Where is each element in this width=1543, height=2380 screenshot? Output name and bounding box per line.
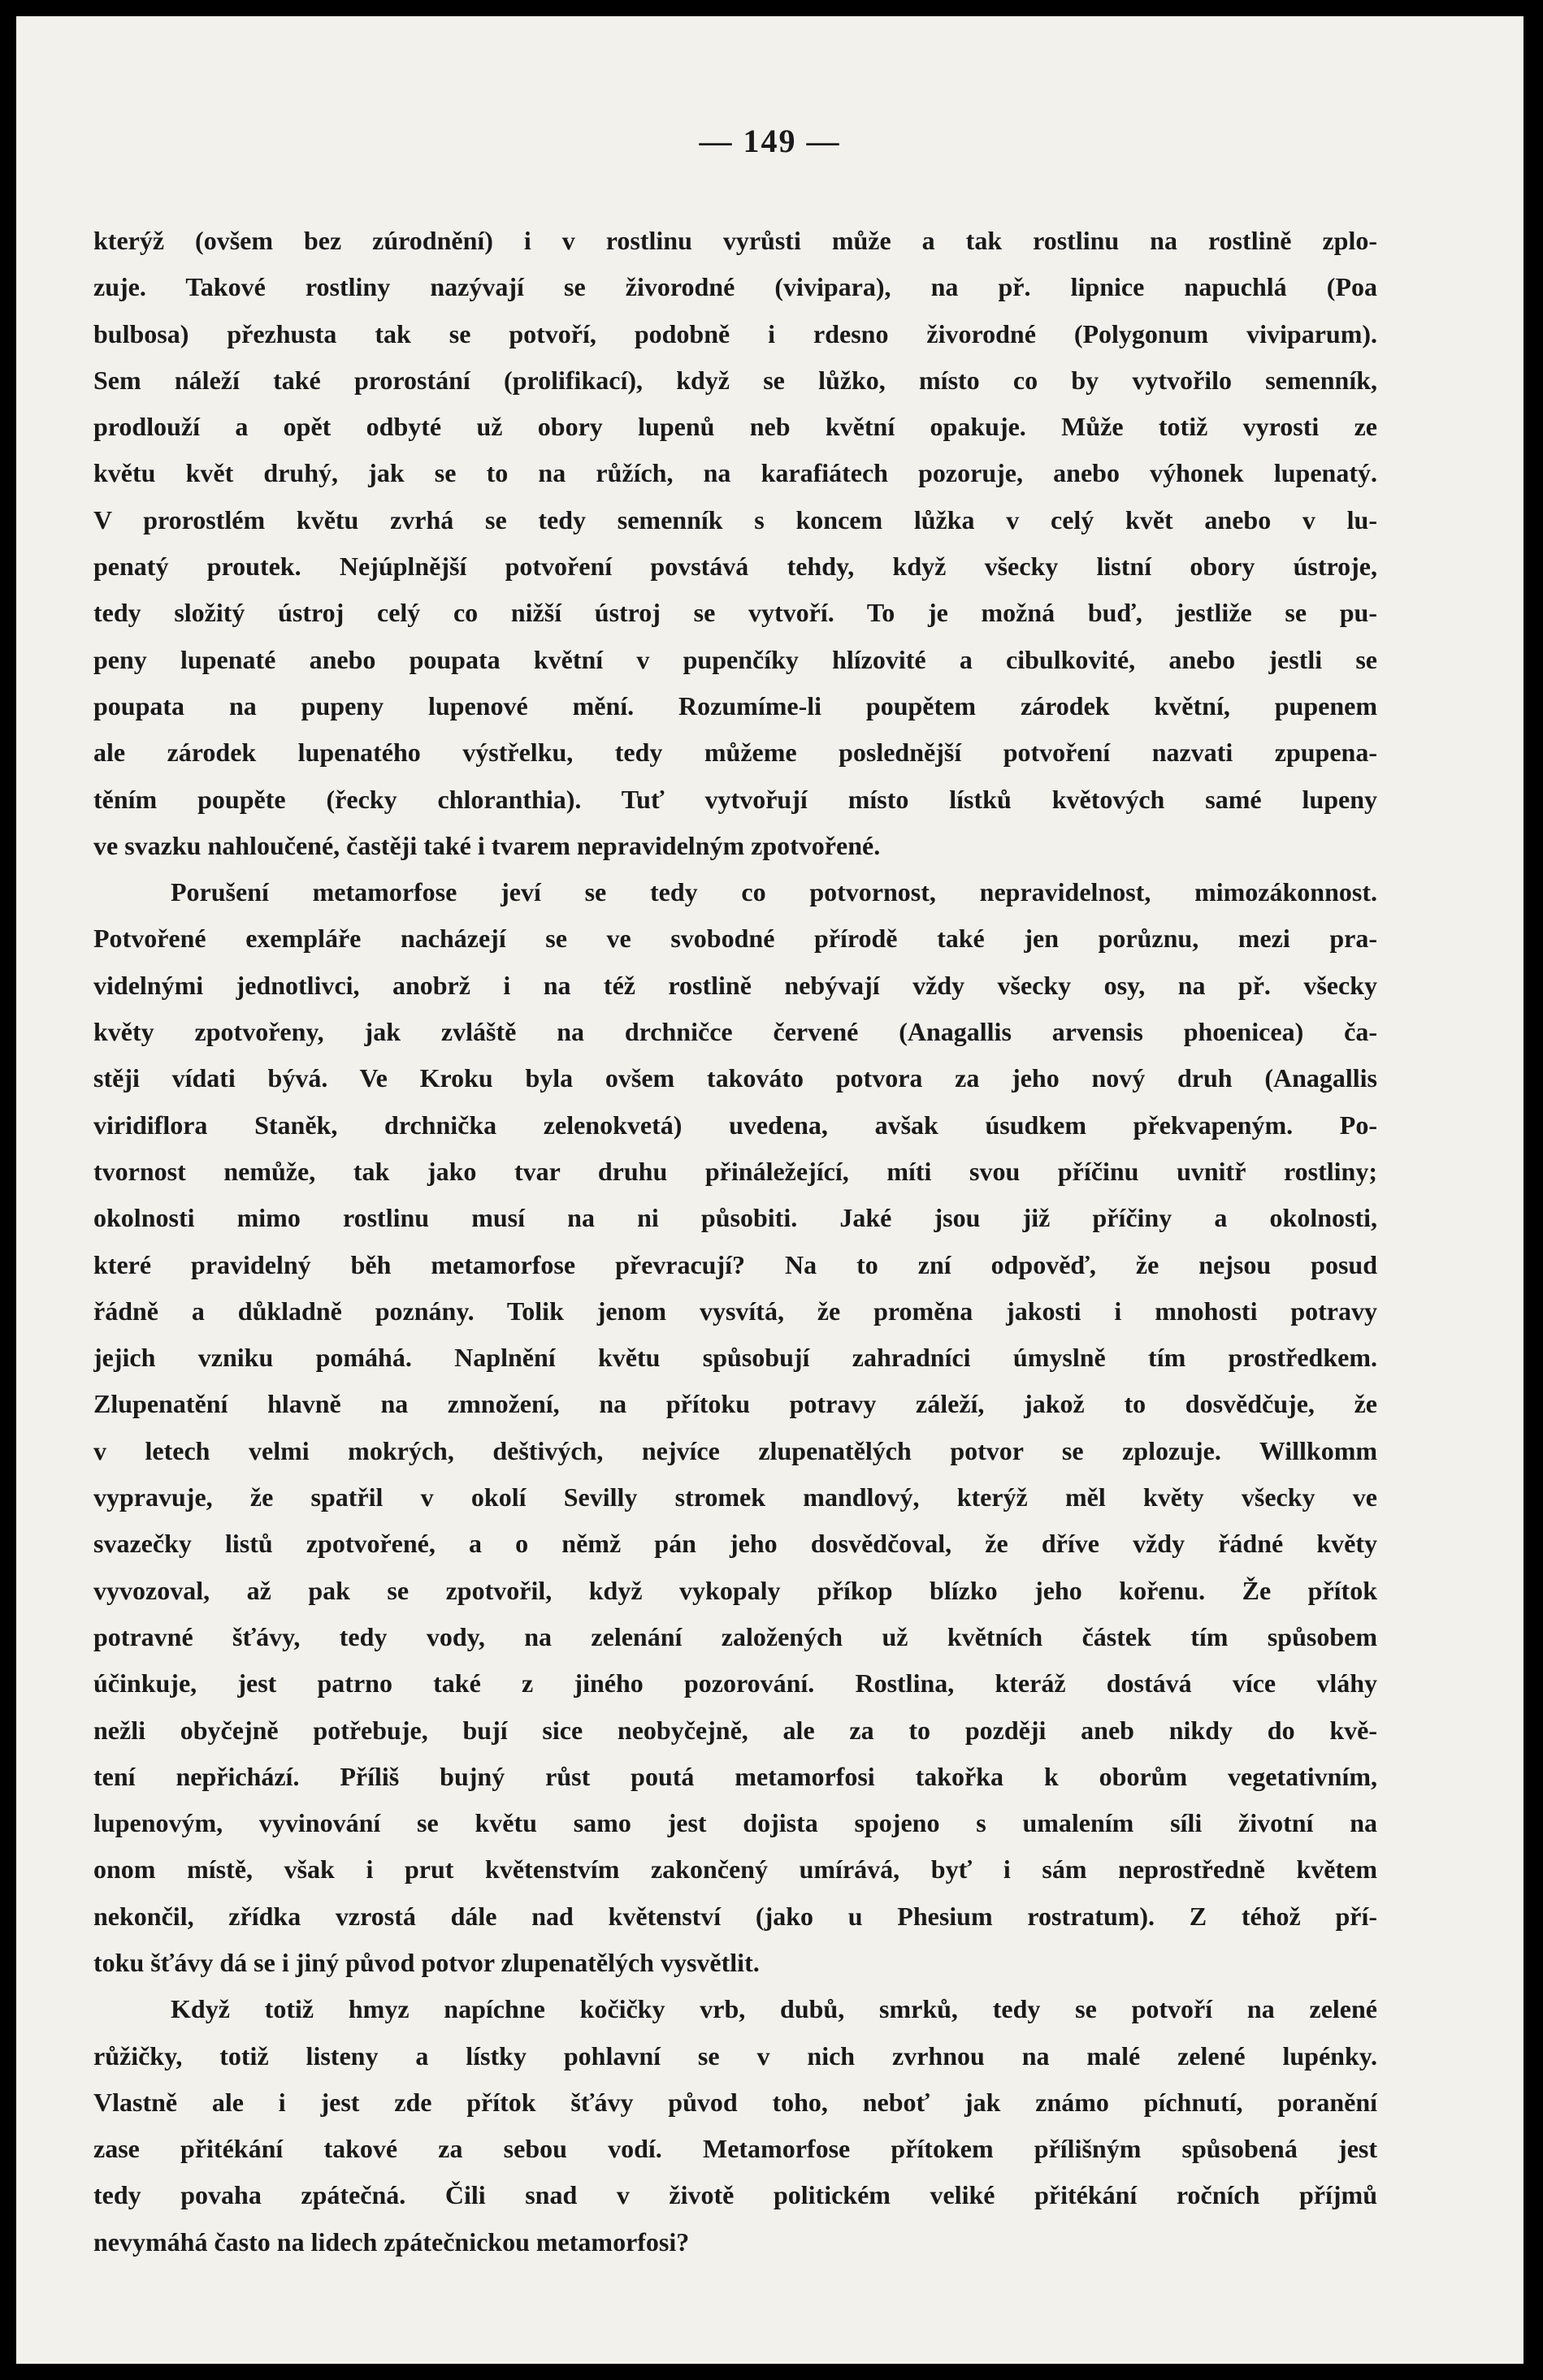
text-line: Když totiž hmyz napíchne kočičky vrb, dubů, smrků, tedy se potvoří na zelené [171, 1994, 1377, 2024]
text-line: řádně a důkladně poznány. Tolik jenom vysvítá, že proměna jakosti i mnohosti potravy [93, 1296, 1377, 1326]
paragraph [93, 869, 1377, 1986]
text-line: V prorostlém květu zvrhá se tedy semenník s koncem lůžka v celý květ anebo v lu- [93, 504, 1377, 534]
text-line: toku šťávy dá se i jiný původ potvor zlupenatělých vysvětlit. [93, 1947, 760, 1977]
text-line: Potvořené exempláře nacházejí se ve svobodné přírodě také jen porůznu, mezi pra- [93, 924, 1377, 954]
text-line: ve svazku nahloučené, častěji také i tvarem nepravidelným zpotvořené. [93, 830, 881, 860]
text-line: účinkuje, jest patrno také z jiného pozorování. Rostlina, kteráž dostává více vláhy [93, 1668, 1377, 1698]
text-line: tvornost nemůže, tak jako tvar druhu přináležející, míti svou příčinu uvnitř rostliny; [93, 1156, 1377, 1186]
text-line: ale zárodek lupenatého výstřelku, tedy můžeme poslednější potvoření nazvati zpupena- [93, 738, 1377, 768]
text-line: okolnosti mimo rostlinu musí na ni působiti. Jaké jsou již příčiny a okolnosti, [93, 1203, 1377, 1233]
text-line: vyvozoval, až pak se zpotvořil, když vykopaly příkop blízko jeho kořenu. Že přítok [93, 1575, 1377, 1605]
text-line: Zlupenatění hlavně na zmnožení, na přítoku potravy záleží, jakož to dosvědčuje, že [93, 1389, 1377, 1419]
paragraph [93, 1986, 1377, 2265]
text-line: svazečky listů zpotvořené, a o němž pán jeho dosvědčoval, že dříve vždy řádné květy [93, 1529, 1377, 1559]
text-line: které pravidelný běh metamorfose převracují? Na to zní odpověď, že nejsou posud [93, 1249, 1377, 1279]
text-line: Vlastně ale i jest zde přítok šťávy původ toho, neboť jak známo píchnutí, poranění [93, 2087, 1377, 2117]
text-line: těním poupěte (řecky chloranthia). Tuť vytvořují místo lístků květových samé lupeny [93, 784, 1377, 814]
text-line: květy zpotvořeny, jak zvláště na drchničce červené (Anagallis arvensis phoenicea) ča- [93, 1017, 1377, 1047]
text-line: onom místě, však i prut květenstvím zakončený umírává, byť i sám neprostředně květem [93, 1854, 1377, 1885]
body-text [93, 218, 1377, 2265]
book-page [16, 16, 1523, 2364]
page-number: — 149 — [699, 123, 841, 159]
text-line: peny lupenaté anebo poupata květní v pupenčíky hlízovité a cibulkovité, anebo jestli se [93, 644, 1377, 674]
text-line: Porušení metamorfose jeví se tedy co potvornost, nepravidelnost, mimozákonnost. [171, 877, 1377, 907]
text-line: potravné šťávy, tedy vody, na zelenání založených už květních částek tím spůsobem [93, 1621, 1377, 1651]
text-line: zase přitékání takové za sebou vodí. Metamorfose přítokem přílišným spůsobená jest [93, 2134, 1377, 2164]
text-line: penatý proutek. Nejúplnější potvoření povstává tehdy, když všecky listní obory ústroje, [93, 552, 1377, 582]
text-line: viridiflora Staněk, drchnička zelenokvetá) uvedena, avšak úsudkem překvapeným. Po- [93, 1110, 1377, 1140]
text-line: zuje. Takové rostliny nazývají se živorodné (vivipara), na př. lipnice napuchlá (Poa [93, 272, 1377, 302]
text-line: nevymáhá často na lidech zpátečnickou metamorfosi? [93, 2226, 690, 2257]
text-line: lupenovým, vyvinování se květu samo jest dojista spojeno s umalením síli životní na [93, 1808, 1377, 1838]
text-line: videlnými jednotlivci, anobrž i na též rostlině nebývají vždy všecky osy, na př. všecky [93, 970, 1377, 1000]
text-line: v letech velmi mokrých, deštivých, nejvíce zlupenatělých potvor se zplozuje. Willkomm [93, 1435, 1377, 1465]
text-line: růžičky, totiž listeny a lístky pohlavní se v nich zvrhnou na malé zelené lupénky. [93, 2040, 1377, 2071]
text-line: kterýž (ovšem bez zúrodnění) i v rostlinu vyrůsti může a tak rostlinu na rostlině zplo- [93, 226, 1377, 255]
text-line: tedy složitý ústroj celý co nižší ústroj se vytvoří. To je možná buď, jestliže se pu- [93, 598, 1377, 628]
text-line: vypravuje, že spatřil v okolí Sevilly stromek mandlový, kterýž měl květy všecky ve [93, 1482, 1377, 1512]
text-line: Sem náleží také prorostání (prolifikací), když se lůžko, místo co by vytvořilo semenník, [93, 365, 1377, 395]
text-line: květu květ druhý, jak se to na růžích, na karafiátech pozoruje, anebo výhonek lupenatý. [93, 458, 1377, 488]
text-line: prodlouží a opět odbyté už obory lupenů neb květní opakuje. Může totiž vyrosti ze [93, 412, 1377, 442]
text-line: tení nepřichází. Příliš bujný růst poutá metamorfosi takořka k oborům vegetativním, [93, 1761, 1377, 1791]
text-line: poupata na pupeny lupenové mění. Rozumíme-li poupětem zárodek květní, pupenem [93, 690, 1377, 720]
text-line: jejich vzniku pomáhá. Naplnění květu spůsobují zahradníci úmyslně tím prostředkem. [93, 1343, 1377, 1373]
text-line: nekončil, zřídka vzrostá dále nad květenství (jako u Phesium rostratum). Z téhož pří- [93, 1901, 1377, 1931]
text-line: stěji vídati bývá. Ve Kroku byla ovšem takováto potvora za jeho nový druh (Anagallis [93, 1063, 1377, 1093]
text-line: bulbosa) přezhusta tak se potvoří, podobně i rdesno živorodné (Polygonum viviparum). [93, 318, 1377, 348]
text-line: tedy povaha zpátečná. Čili snad v životě politickém veliké přitékání ročních příjmů [93, 2180, 1377, 2210]
paragraph [93, 218, 1377, 869]
text-line: nežli obyčejně potřebuje, bují sice neobyčejně, ale za to později aneb nikdy do kvě- [93, 1715, 1377, 1745]
